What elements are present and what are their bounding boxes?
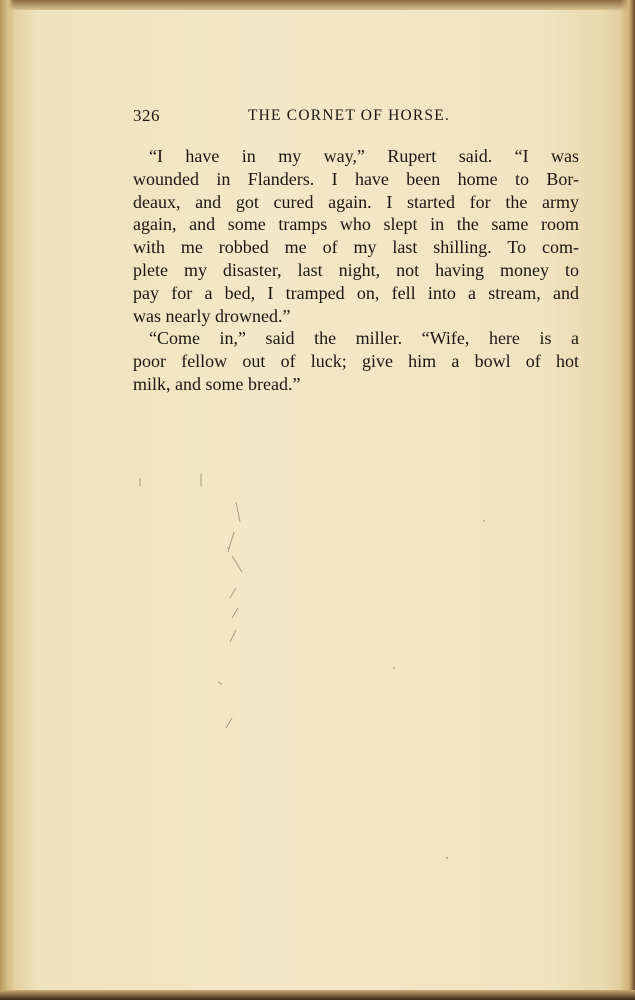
text-line: deaux, and got cured again. I started for the army	[133, 191, 579, 212]
text-line: was nearly drowned.”	[133, 305, 291, 326]
running-head: THE CORNET OF HORSE.	[248, 107, 450, 124]
speck	[483, 520, 485, 522]
text-line: again, and some tramps who slept in the same room	[133, 214, 579, 235]
speck	[226, 718, 232, 728]
text-line: wounded in Flanders. I have been home to Bor-	[133, 168, 579, 189]
speck	[232, 556, 242, 572]
speck	[218, 682, 222, 684]
text-line: milk, and some bread.”	[133, 373, 301, 394]
page-number: 326	[133, 106, 160, 125]
text-line: with me robbed me of my last shilling. To com-	[133, 237, 579, 258]
speck	[228, 532, 234, 552]
speck	[230, 630, 236, 642]
text-line: poor fellow out of luck; give him a bowl of hot	[133, 351, 579, 372]
speck	[393, 667, 395, 669]
speck	[446, 857, 448, 859]
speck	[230, 588, 236, 598]
speck	[232, 608, 238, 618]
text-line: “I have in my way,” Rupert said. “I was	[149, 146, 579, 166]
speck	[236, 502, 240, 522]
text-line: pay for a bed, I tramped on, fell into a stream, and	[133, 282, 579, 303]
text-line: “Come in,” said the miller. “Wife, here is a	[149, 328, 579, 349]
text-line: plete my disaster, last night, not having money to	[133, 259, 579, 280]
speck	[227, 547, 229, 549]
